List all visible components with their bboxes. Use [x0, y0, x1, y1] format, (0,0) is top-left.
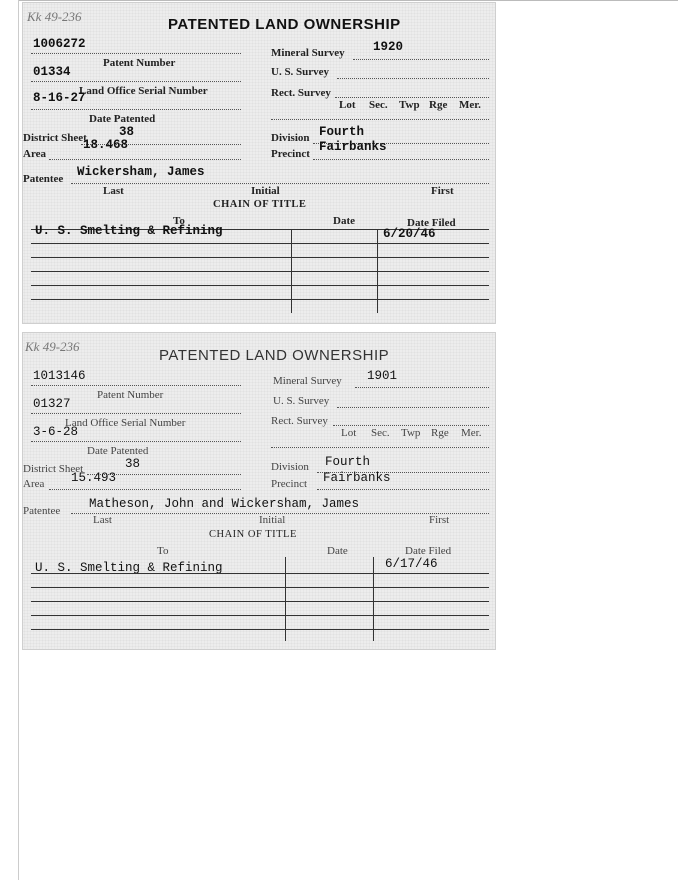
- rect-values-line: [271, 119, 489, 120]
- area-value: 15.493: [71, 471, 117, 485]
- chain-rule-2: [31, 587, 489, 588]
- col-to-header: To: [157, 545, 169, 557]
- handwritten-reference: Kk 49-236: [25, 339, 80, 354]
- patent-number-line: [31, 53, 241, 54]
- serial-number-line: [31, 81, 241, 82]
- rect-col-lot: Lot: [339, 99, 356, 111]
- name-last-label: Last: [93, 514, 112, 526]
- patentee-value: Wickersham, James: [77, 165, 205, 179]
- col-date-filed-header: Date Filed: [405, 545, 452, 557]
- rect-survey-line: [335, 97, 489, 98]
- chain-divider-1: [291, 229, 292, 313]
- date-patented-label: Date Patented: [87, 445, 149, 457]
- serial-number-value: 01334: [33, 65, 71, 79]
- chain-rule-1: [31, 573, 489, 574]
- division-label: Division: [271, 461, 309, 473]
- chain-rule-4: [31, 615, 489, 616]
- rect-values-line: [271, 447, 489, 448]
- patent-number-label: Patent Number: [103, 57, 176, 69]
- card-title: PATENTED LAND OWNERSHIP: [159, 347, 390, 364]
- date-patented-label: Date Patented: [89, 113, 156, 125]
- date-patented-value: 8-16-27: [33, 91, 86, 105]
- mineral-survey-value: 1920: [373, 40, 404, 54]
- us-survey-line: [337, 407, 489, 408]
- col-date-filed-header: Date Filed: [407, 217, 456, 229]
- chain-rule-5: [31, 629, 489, 630]
- precinct-label: Precinct: [271, 478, 308, 490]
- chain-rule-3: [31, 601, 489, 602]
- rect-col-twp: Twp: [401, 427, 421, 439]
- page-edge-top: [18, 0, 678, 1]
- page-edge-left: [18, 0, 19, 880]
- rect-col-rge: Rge: [431, 427, 449, 439]
- land-ownership-card-1: [22, 2, 496, 324]
- area-line: [49, 489, 241, 490]
- mineral-survey-label: Mineral Survey: [273, 375, 342, 387]
- rect-col-sec: Sec.: [369, 99, 388, 111]
- date-patented-line: [31, 441, 241, 442]
- district-sheet-value: 38: [125, 457, 141, 471]
- land-ownership-card-2: [22, 332, 496, 650]
- rect-col-sec: Sec.: [371, 427, 390, 439]
- chain-rule-3: [31, 271, 489, 272]
- rect-col-twp: Twp: [399, 99, 420, 111]
- chain-rule-2: [31, 257, 489, 258]
- rect-col-lot: Lot: [341, 427, 357, 439]
- district-sheet-value: 38: [119, 125, 135, 139]
- mineral-survey-line: [353, 59, 489, 60]
- serial-number-label: Land Office Serial Number: [79, 85, 208, 97]
- area-value: 18.468: [83, 138, 129, 152]
- date-patented-line: [31, 109, 241, 110]
- serial-number-label: Land Office Serial Number: [65, 417, 186, 429]
- patent-number-line: [31, 385, 241, 386]
- mineral-survey-label: Mineral Survey: [271, 47, 345, 59]
- chain-row-1-date-filed: 6/17/46: [385, 557, 438, 571]
- division-value: Fourth: [325, 455, 371, 469]
- chain-rule-5: [31, 299, 489, 300]
- chain-divider-2: [377, 229, 378, 313]
- mineral-survey-value: 1901: [367, 369, 398, 383]
- area-label: Area: [23, 478, 45, 490]
- us-survey-line: [337, 78, 489, 79]
- precinct-label: Precinct: [271, 148, 310, 160]
- col-date-header: Date: [327, 545, 348, 557]
- rect-survey-label: Rect. Survey: [271, 87, 331, 99]
- patentee-value: Matheson, John and Wickersham, James: [89, 497, 360, 511]
- name-initial-label: Initial: [251, 185, 280, 197]
- area-line: [49, 159, 241, 160]
- card-title: PATENTED LAND OWNERSHIP: [168, 16, 401, 33]
- rect-col-mer: Mer.: [461, 427, 482, 439]
- division-value: Fourth: [319, 125, 365, 139]
- chain-row-1-date-filed: 6/20/46: [383, 227, 436, 241]
- precinct-line: [317, 489, 489, 490]
- name-first-label: First: [431, 185, 454, 197]
- division-label: Division: [271, 132, 310, 144]
- chain-rule-4: [31, 285, 489, 286]
- district-sheet-label: District Sheet: [23, 463, 84, 475]
- precinct-value: Fairbanks: [323, 471, 391, 485]
- patentee-label: Patentee: [23, 173, 64, 185]
- us-survey-label: U. S. Survey: [271, 66, 330, 78]
- us-survey-label: U. S. Survey: [273, 395, 330, 407]
- col-date-header: Date: [333, 215, 355, 227]
- chain-of-title-heading: CHAIN OF TITLE: [213, 199, 307, 210]
- chain-row-1-to: U. S. Smelting & Refining: [35, 561, 223, 575]
- patent-number-value: 1013146: [33, 369, 86, 383]
- serial-number-line: [31, 413, 241, 414]
- rect-survey-line: [333, 425, 489, 426]
- patent-number-label: Patent Number: [97, 389, 164, 401]
- precinct-line: [313, 159, 489, 160]
- col-to-header: To: [173, 215, 185, 227]
- serial-number-value: 01327: [33, 397, 71, 411]
- mineral-survey-line: [355, 387, 489, 388]
- chain-divider-2: [373, 557, 374, 641]
- chain-divider-1: [285, 557, 286, 641]
- chain-rule-1: [31, 243, 489, 244]
- rect-col-mer: Mer.: [459, 99, 481, 111]
- rect-survey-label: Rect. Survey: [271, 415, 328, 427]
- handwritten-reference: Kk 49-236: [27, 9, 82, 24]
- area-label: Area: [23, 148, 47, 160]
- district-sheet-label: District Sheet: [23, 132, 87, 144]
- precinct-value: Fairbanks: [319, 140, 387, 154]
- patentee-label: Patentee: [23, 505, 61, 517]
- name-first-label: First: [429, 514, 450, 526]
- date-patented-value: 3-6-28: [33, 425, 79, 439]
- rect-col-rge: Rge: [429, 99, 448, 111]
- patentee-line: [71, 183, 489, 184]
- chain-of-title-heading: CHAIN OF TITLE: [209, 529, 297, 540]
- patent-number-value: 1006272: [33, 37, 86, 51]
- chain-row-1-to: U. S. Smelting & Refining: [35, 224, 223, 238]
- name-initial-label: Initial: [259, 514, 286, 526]
- name-last-label: Last: [103, 185, 124, 197]
